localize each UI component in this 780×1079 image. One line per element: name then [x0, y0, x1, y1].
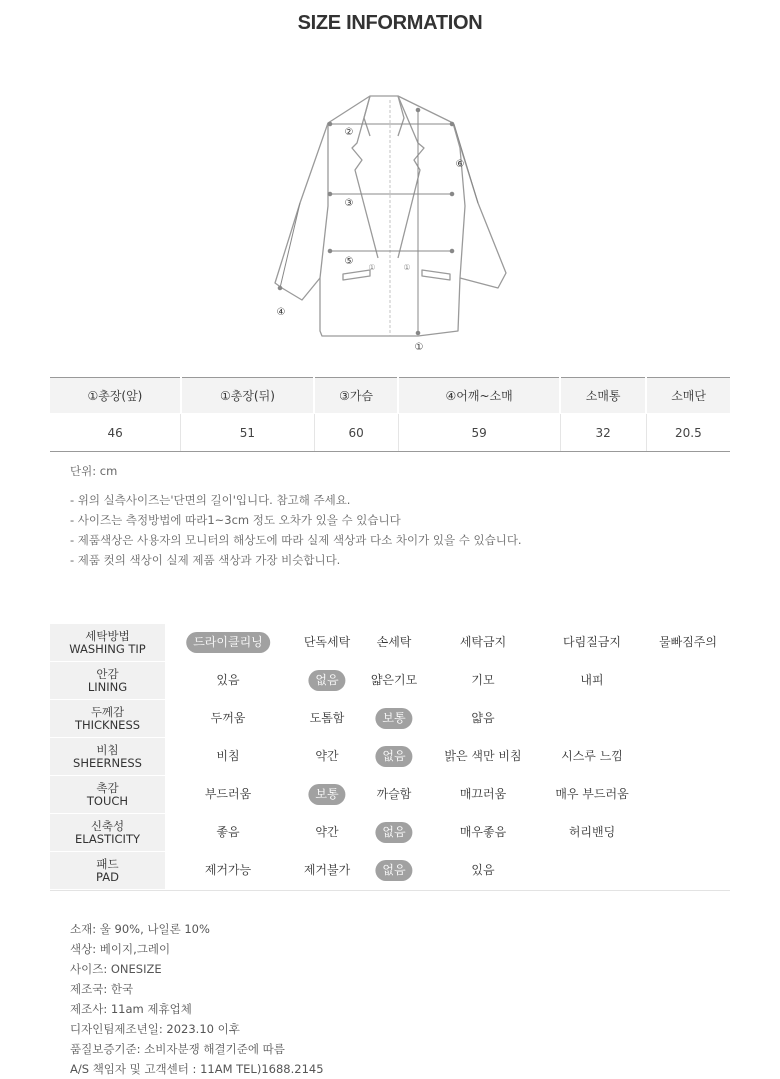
- care-option: [304, 624, 350, 661]
- spec-item: 디자인팀제조년일: 2023.10 이후: [70, 1022, 240, 1036]
- care-option: [377, 624, 412, 661]
- care-option-selected: [308, 662, 345, 699]
- option-label: 두꺼움: [210, 711, 246, 725]
- selected-pill: 보통: [308, 784, 345, 805]
- size-header: 소매통: [560, 378, 646, 414]
- care-option: [569, 814, 615, 851]
- care-option: [460, 814, 506, 851]
- option-label: 매우 부드러움: [555, 787, 629, 801]
- care-option: [205, 776, 251, 813]
- care-row: [50, 662, 730, 700]
- option-label: 얇은기모: [370, 673, 418, 687]
- care-option-selected: [308, 776, 345, 813]
- size-value: 46: [50, 414, 181, 452]
- size-header: ④어깨~소매: [398, 378, 560, 414]
- care-options: [165, 662, 730, 699]
- jacket-diagram: [260, 88, 520, 358]
- selected-pill: 보통: [375, 708, 412, 729]
- care-option: [460, 776, 506, 813]
- care-option: [471, 662, 494, 699]
- care-option: [205, 852, 251, 889]
- note-item: - 사이즈는 측정방법에 따라1~3cm 정도 오차가 있을 수 있습니다: [70, 513, 401, 527]
- care-label-en: PAD: [96, 869, 119, 884]
- spec-item: 품질보증기준: 소비자분쟁 해결기준에 따름: [70, 1042, 285, 1056]
- option-label: 허리밴딩: [568, 825, 616, 839]
- option-label: 얇음: [471, 711, 495, 725]
- option-label: 약간: [315, 749, 339, 763]
- spec-item: A/S 책임자 및 고객센터 : 11AM TEL)1688.2145: [70, 1062, 324, 1076]
- care-row: [50, 852, 730, 890]
- size-table: [50, 377, 730, 452]
- selected-pill: 없음: [375, 746, 412, 767]
- fabric-care-grid: [50, 624, 730, 891]
- care-option: [315, 814, 338, 851]
- care-options: [165, 700, 730, 737]
- option-label: 물빠짐주의: [659, 635, 717, 649]
- option-label: 세탁금지: [459, 635, 507, 649]
- product-specs: [70, 919, 324, 1079]
- page-title: SIZE INFORMATION: [297, 12, 483, 34]
- option-label: 내피: [580, 673, 604, 687]
- option-label: 도톰함: [309, 711, 345, 725]
- button-mark-right: ①: [403, 263, 411, 272]
- care-label: [50, 662, 165, 699]
- care-option-selected: [375, 814, 412, 851]
- care-row: [50, 776, 730, 814]
- care-option: [377, 776, 412, 813]
- care-label-en: TOUCH: [86, 793, 129, 808]
- marker-5: ⑤: [344, 256, 354, 267]
- size-table-row: [50, 414, 730, 452]
- care-option: [211, 700, 246, 737]
- care-option: [659, 624, 717, 661]
- care-options: [165, 738, 730, 775]
- selected-pill: 드라이클리닝: [186, 632, 270, 653]
- note-item: - 제품색상은 사용자의 모니터의 해상도에 따라 실제 색상과 다소 차이가 있을 수 있습니다.: [70, 533, 522, 547]
- size-value: 60: [314, 414, 398, 452]
- note-item: - 위의 실측사이즈는'단면의 길이'입니다. 참고해 주세요.: [70, 493, 351, 507]
- care-row: [50, 814, 730, 852]
- care-row: [50, 624, 730, 662]
- care-label-ko: 신축성: [90, 818, 125, 833]
- selected-pill: 없음: [375, 860, 412, 881]
- care-option-selected: [375, 852, 412, 889]
- spec-item: 제조국: 한국: [70, 982, 134, 996]
- size-value: 32: [560, 414, 646, 452]
- option-label: 시스루 느낌: [561, 749, 623, 763]
- care-row: [50, 738, 730, 776]
- size-header: ③가슴: [314, 378, 398, 414]
- size-header: ①총장(앞): [50, 378, 181, 414]
- care-label-ko: 패드: [96, 856, 119, 871]
- option-label: 매끄러움: [459, 787, 507, 801]
- size-notes: [70, 490, 522, 570]
- unit-label: 단위: cm: [70, 464, 118, 478]
- option-label: 있음: [216, 673, 240, 687]
- care-label-ko: 안감: [96, 666, 119, 681]
- care-options: [165, 624, 730, 661]
- marker-1: ①: [414, 342, 424, 353]
- option-label: 밝은 색만 비침: [444, 749, 522, 763]
- care-option: [552, 776, 632, 813]
- care-label: [50, 852, 165, 889]
- option-label: 제거가능: [204, 863, 252, 877]
- care-option-selected: [375, 700, 412, 737]
- care-option: [443, 738, 523, 775]
- care-label: [50, 814, 165, 851]
- care-label: [50, 700, 165, 737]
- care-option: [310, 700, 345, 737]
- size-table-header-row: [50, 378, 730, 414]
- option-label: 기모: [471, 673, 495, 687]
- spec-item: 색상: 베이지,그레이: [70, 942, 171, 956]
- care-options: [165, 814, 730, 851]
- care-label: [50, 776, 165, 813]
- care-label-ko: 두께감: [90, 704, 125, 719]
- option-label: 다림질금지: [563, 635, 621, 649]
- button-mark-left: ①: [368, 263, 376, 272]
- care-label-en: WASHING TIP: [69, 641, 146, 656]
- care-option: [471, 700, 494, 737]
- marker-6: ⑥: [455, 159, 465, 170]
- care-label: [50, 738, 165, 775]
- care-label-en: SHEERNESS: [73, 755, 142, 770]
- care-options: [165, 776, 730, 813]
- size-header: 소매단: [646, 378, 730, 414]
- care-row: [50, 700, 730, 738]
- care-label-en: THICKNESS: [74, 717, 141, 732]
- option-label: 까슬함: [376, 787, 412, 801]
- option-label: 비침: [216, 749, 240, 763]
- care-option-selected: [186, 624, 270, 661]
- option-label: 부드러움: [204, 787, 252, 801]
- care-option: [315, 738, 338, 775]
- care-option-selected: [375, 738, 412, 775]
- spec-item: 제조사: 11am 제휴업체: [70, 1002, 192, 1016]
- option-label: 매우좋음: [459, 825, 507, 839]
- size-value: 59: [398, 414, 560, 452]
- note-item: - 제품 컷의 색상이 실제 제품 색상과 가장 비슷합니다.: [70, 553, 341, 567]
- option-label: 있음: [471, 863, 495, 877]
- care-option: [471, 852, 494, 889]
- marker-3: ③: [344, 198, 354, 209]
- size-header: ①총장(뒤): [181, 378, 314, 414]
- care-label-ko: 비침: [96, 742, 119, 757]
- care-options: [165, 852, 730, 889]
- care-label-en: ELASTICITY: [75, 831, 140, 846]
- option-label: 단독세탁: [303, 635, 351, 649]
- care-option: [216, 738, 239, 775]
- option-label: 손세탁: [376, 635, 412, 649]
- care-option: [460, 624, 506, 661]
- care-option: [552, 738, 632, 775]
- size-value: 20.5: [646, 414, 730, 452]
- care-label: [50, 624, 165, 661]
- care-option: [580, 662, 603, 699]
- care-label-ko: 세탁방법: [85, 628, 130, 643]
- care-label-ko: 촉감: [96, 780, 119, 795]
- spec-item: 소재: 울 90%, 나일론 10%: [70, 922, 210, 936]
- care-option: [216, 662, 239, 699]
- option-label: 제거불가: [303, 863, 351, 877]
- option-label: 좋음: [216, 825, 240, 839]
- care-option: [216, 814, 239, 851]
- care-option: [563, 624, 621, 661]
- care-label-en: LINING: [87, 679, 128, 694]
- marker-2: ②: [344, 127, 354, 138]
- spec-item: 사이즈: ONESIZE: [70, 962, 162, 976]
- selected-pill: 없음: [375, 822, 412, 843]
- care-option: [371, 662, 417, 699]
- care-option: [304, 852, 350, 889]
- option-label: 약간: [315, 825, 339, 839]
- selected-pill: 없음: [308, 670, 345, 691]
- marker-4: ④: [276, 307, 286, 318]
- size-value: 51: [181, 414, 314, 452]
